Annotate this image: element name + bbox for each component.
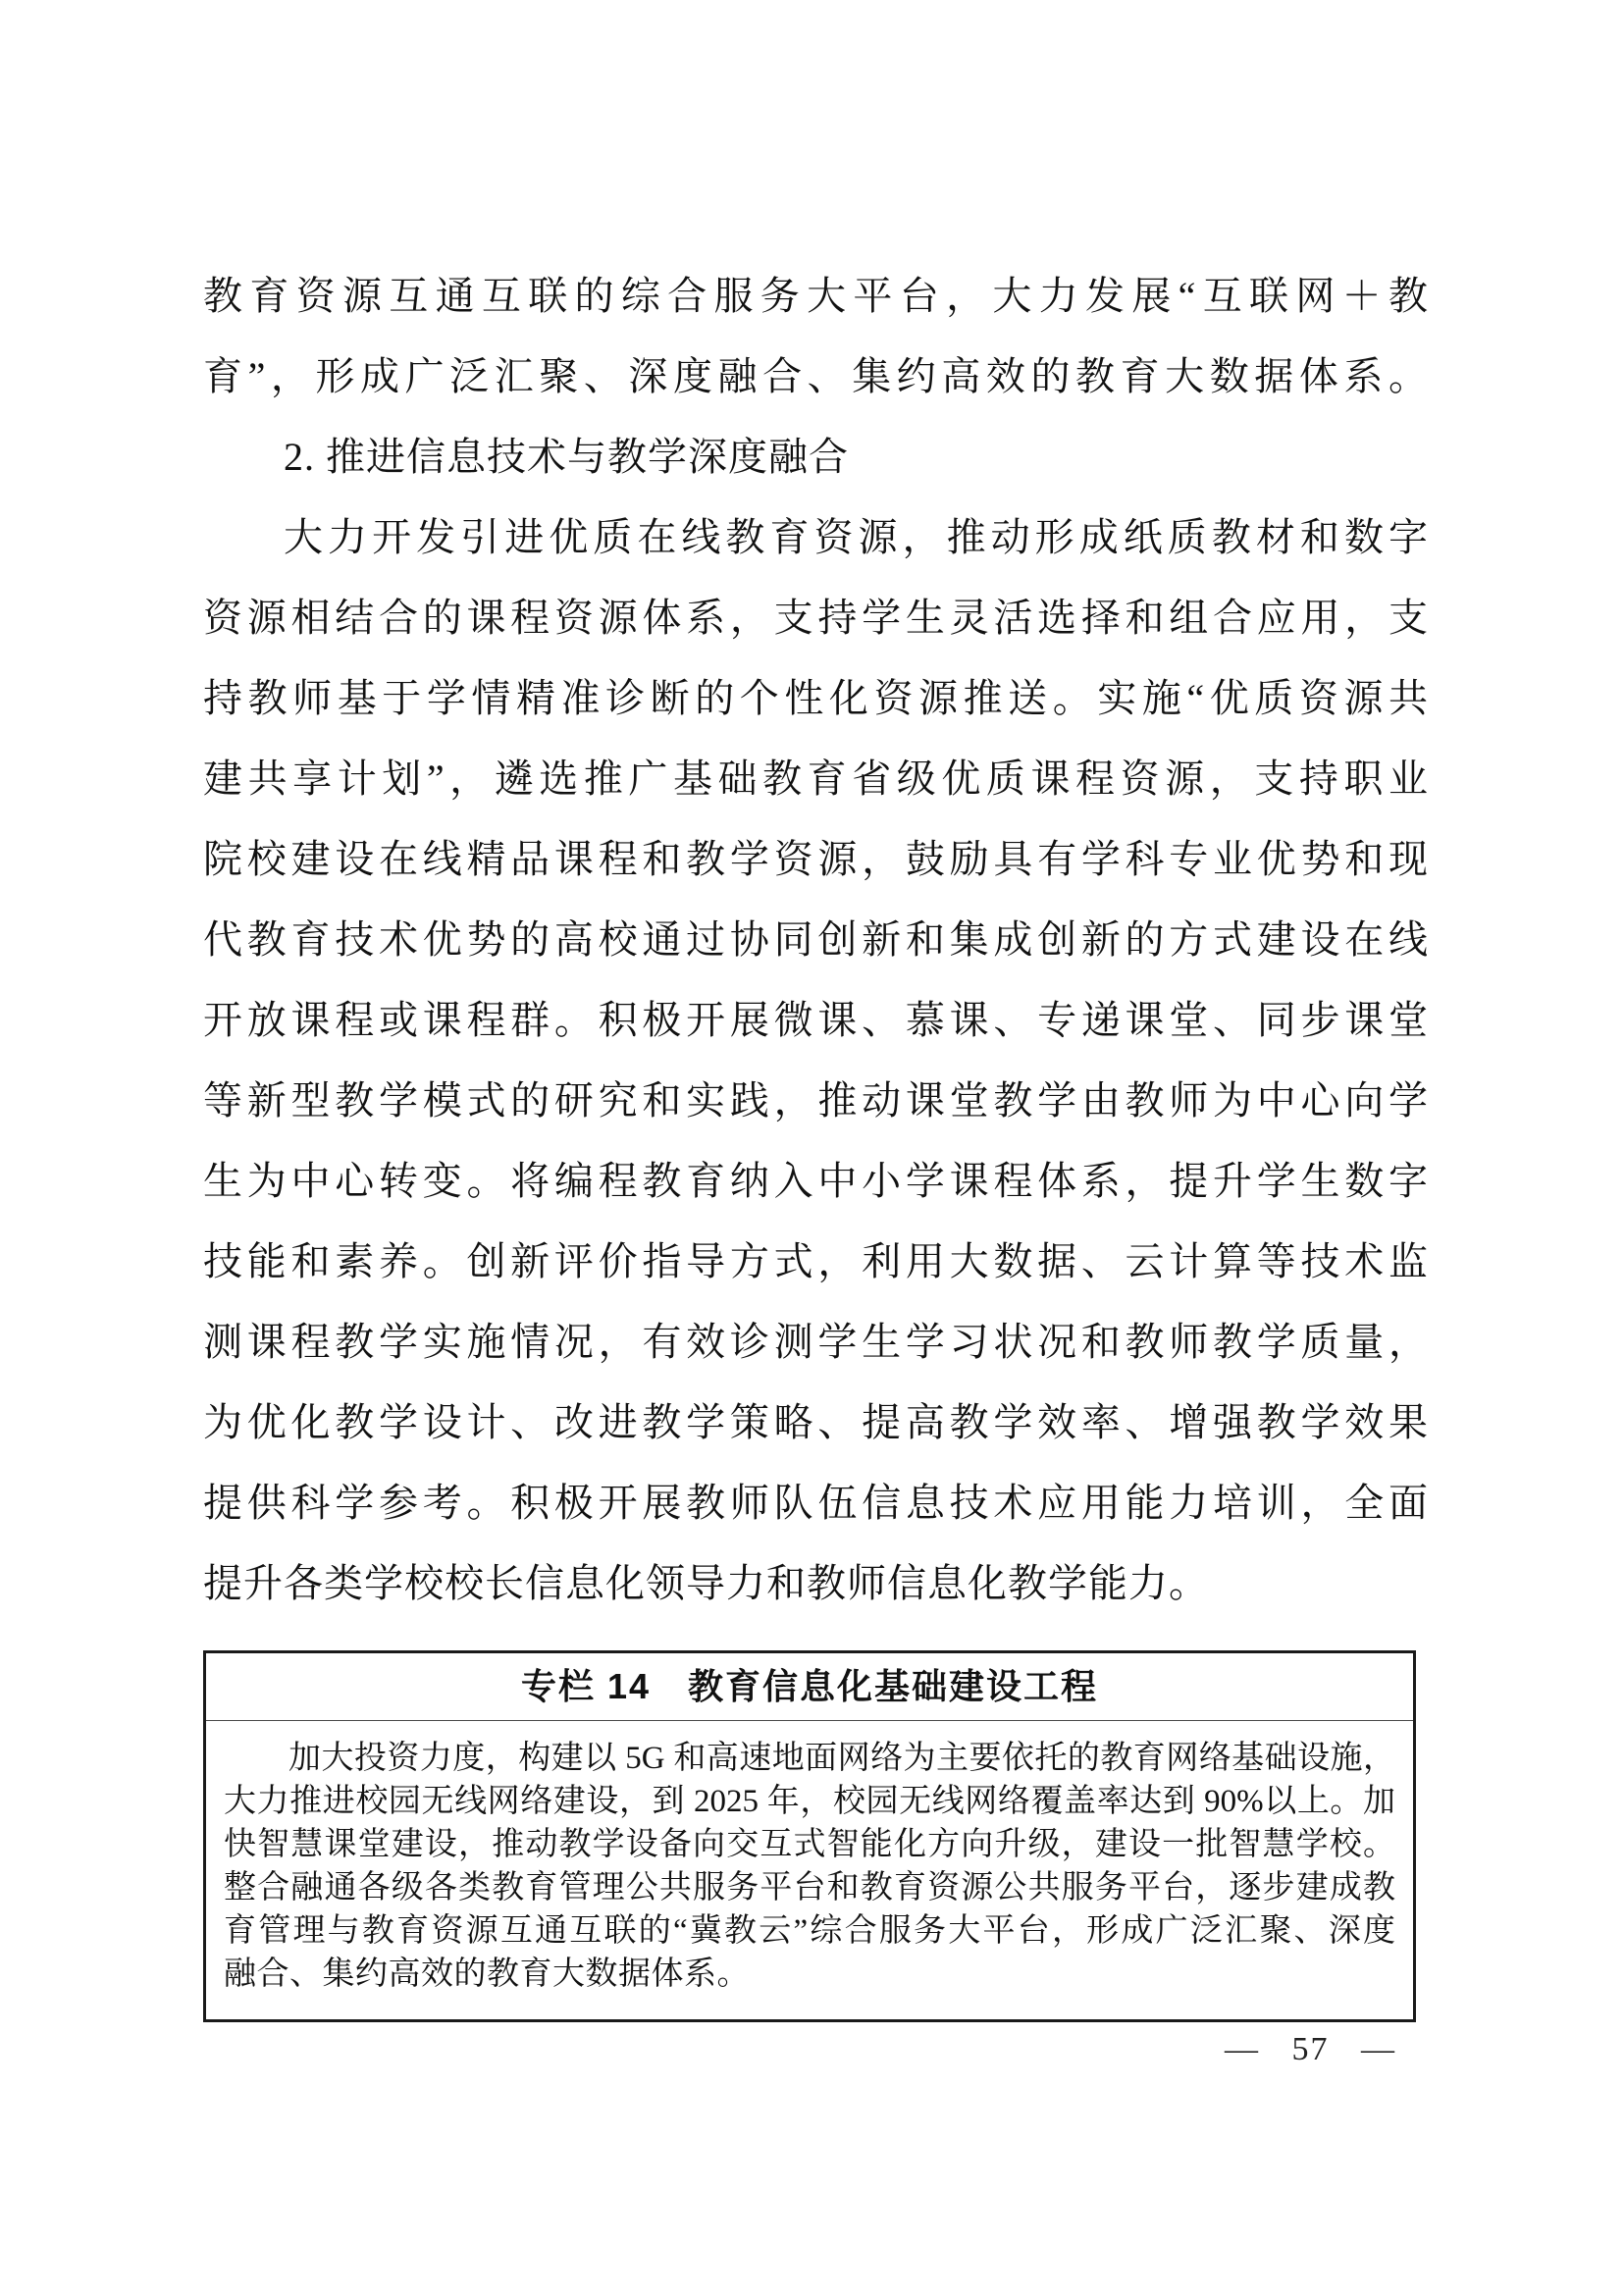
- panel-title: 专栏 14 教育信息化基础建设工程: [206, 1653, 1413, 1721]
- body-line: 建共享计划”，遴选推广基础教育省级优质课程资源，支持职业: [203, 757, 1428, 801]
- page-number: — 57 —: [1225, 2031, 1396, 2067]
- panel-line: 育管理与教育资源互通互联的“冀教云”综合服务大平台，形成广泛汇聚、深度: [224, 1913, 1395, 1949]
- body-line: 大力开发引进优质在线教育资源，推动形成纸质教材和数字: [284, 515, 1428, 559]
- panel-line: 加大投资力度，构建以 5G 和高速地面网络为主要依托的教育网络基础设施，: [288, 1741, 1395, 1776]
- body-line: 育”，形成广泛汇聚、深度融合、集约高效的教育大数据体系。: [203, 354, 1428, 398]
- body-line: 提供科学参考。积极开展教师队伍信息技术应用能力培训，全面: [203, 1481, 1428, 1525]
- panel-column-14: [203, 1650, 1416, 2022]
- body-line: 为优化教学设计、改进教学策略、提高教学效率、增强教学效果: [203, 1400, 1428, 1444]
- body-line: 测课程教学实施情况，有效诊测学生学习状况和教师教学质量，: [203, 1320, 1428, 1364]
- panel-line: 融合、集约高效的教育大数据体系。: [224, 1957, 750, 1992]
- section-heading: 2. 推进信息技术与教学深度融合: [284, 435, 849, 479]
- panel-line: 大力推进校园无线网络建设，到 2025 年，校园无线网络覆盖率达到 90%以上。加: [224, 1784, 1395, 1819]
- body-line: 技能和素养。创新评价指导方式，利用大数据、云计算等技术监: [203, 1239, 1428, 1283]
- body-line: 代教育技术优势的高校通过协同创新和集成创新的方式建设在线: [203, 917, 1428, 962]
- body-line: 资源相结合的课程资源体系，支持学生灵活选择和组合应用，支: [203, 596, 1428, 640]
- panel-body: [206, 1721, 1413, 2019]
- body-line: 教育资源互通互联的综合服务大平台，大力发展“互联网＋教: [203, 274, 1428, 318]
- body-line: 开放课程或课程群。积极开展微课、慕课、专递课堂、同步课堂: [203, 998, 1428, 1042]
- body-line: 生为中心转变。将编程教育纳入中小学课程体系，提升学生数字: [203, 1159, 1428, 1203]
- body-line: 院校建设在线精品课程和教学资源，鼓励具有学科专业优势和现: [203, 837, 1428, 881]
- body-line: 提升各类学校校长信息化领导力和教师信息化教学能力。: [203, 1561, 1209, 1605]
- panel-line: 整合融通各级各类教育管理公共服务平台和教育资源公共服务平台，逐步建成教: [224, 1870, 1395, 1905]
- body-line: 等新型教学模式的研究和实践，推动课堂教学由教师为中心向学: [203, 1078, 1428, 1122]
- panel-line: 快智慧课堂建设，推动教学设备向交互式智能化方向升级，建设一批智慧学校。: [224, 1827, 1395, 1862]
- body-text: [203, 256, 1428, 1624]
- body-line: 持教师基于学情精准诊断的个性化资源推送。实施“优质资源共: [203, 676, 1428, 720]
